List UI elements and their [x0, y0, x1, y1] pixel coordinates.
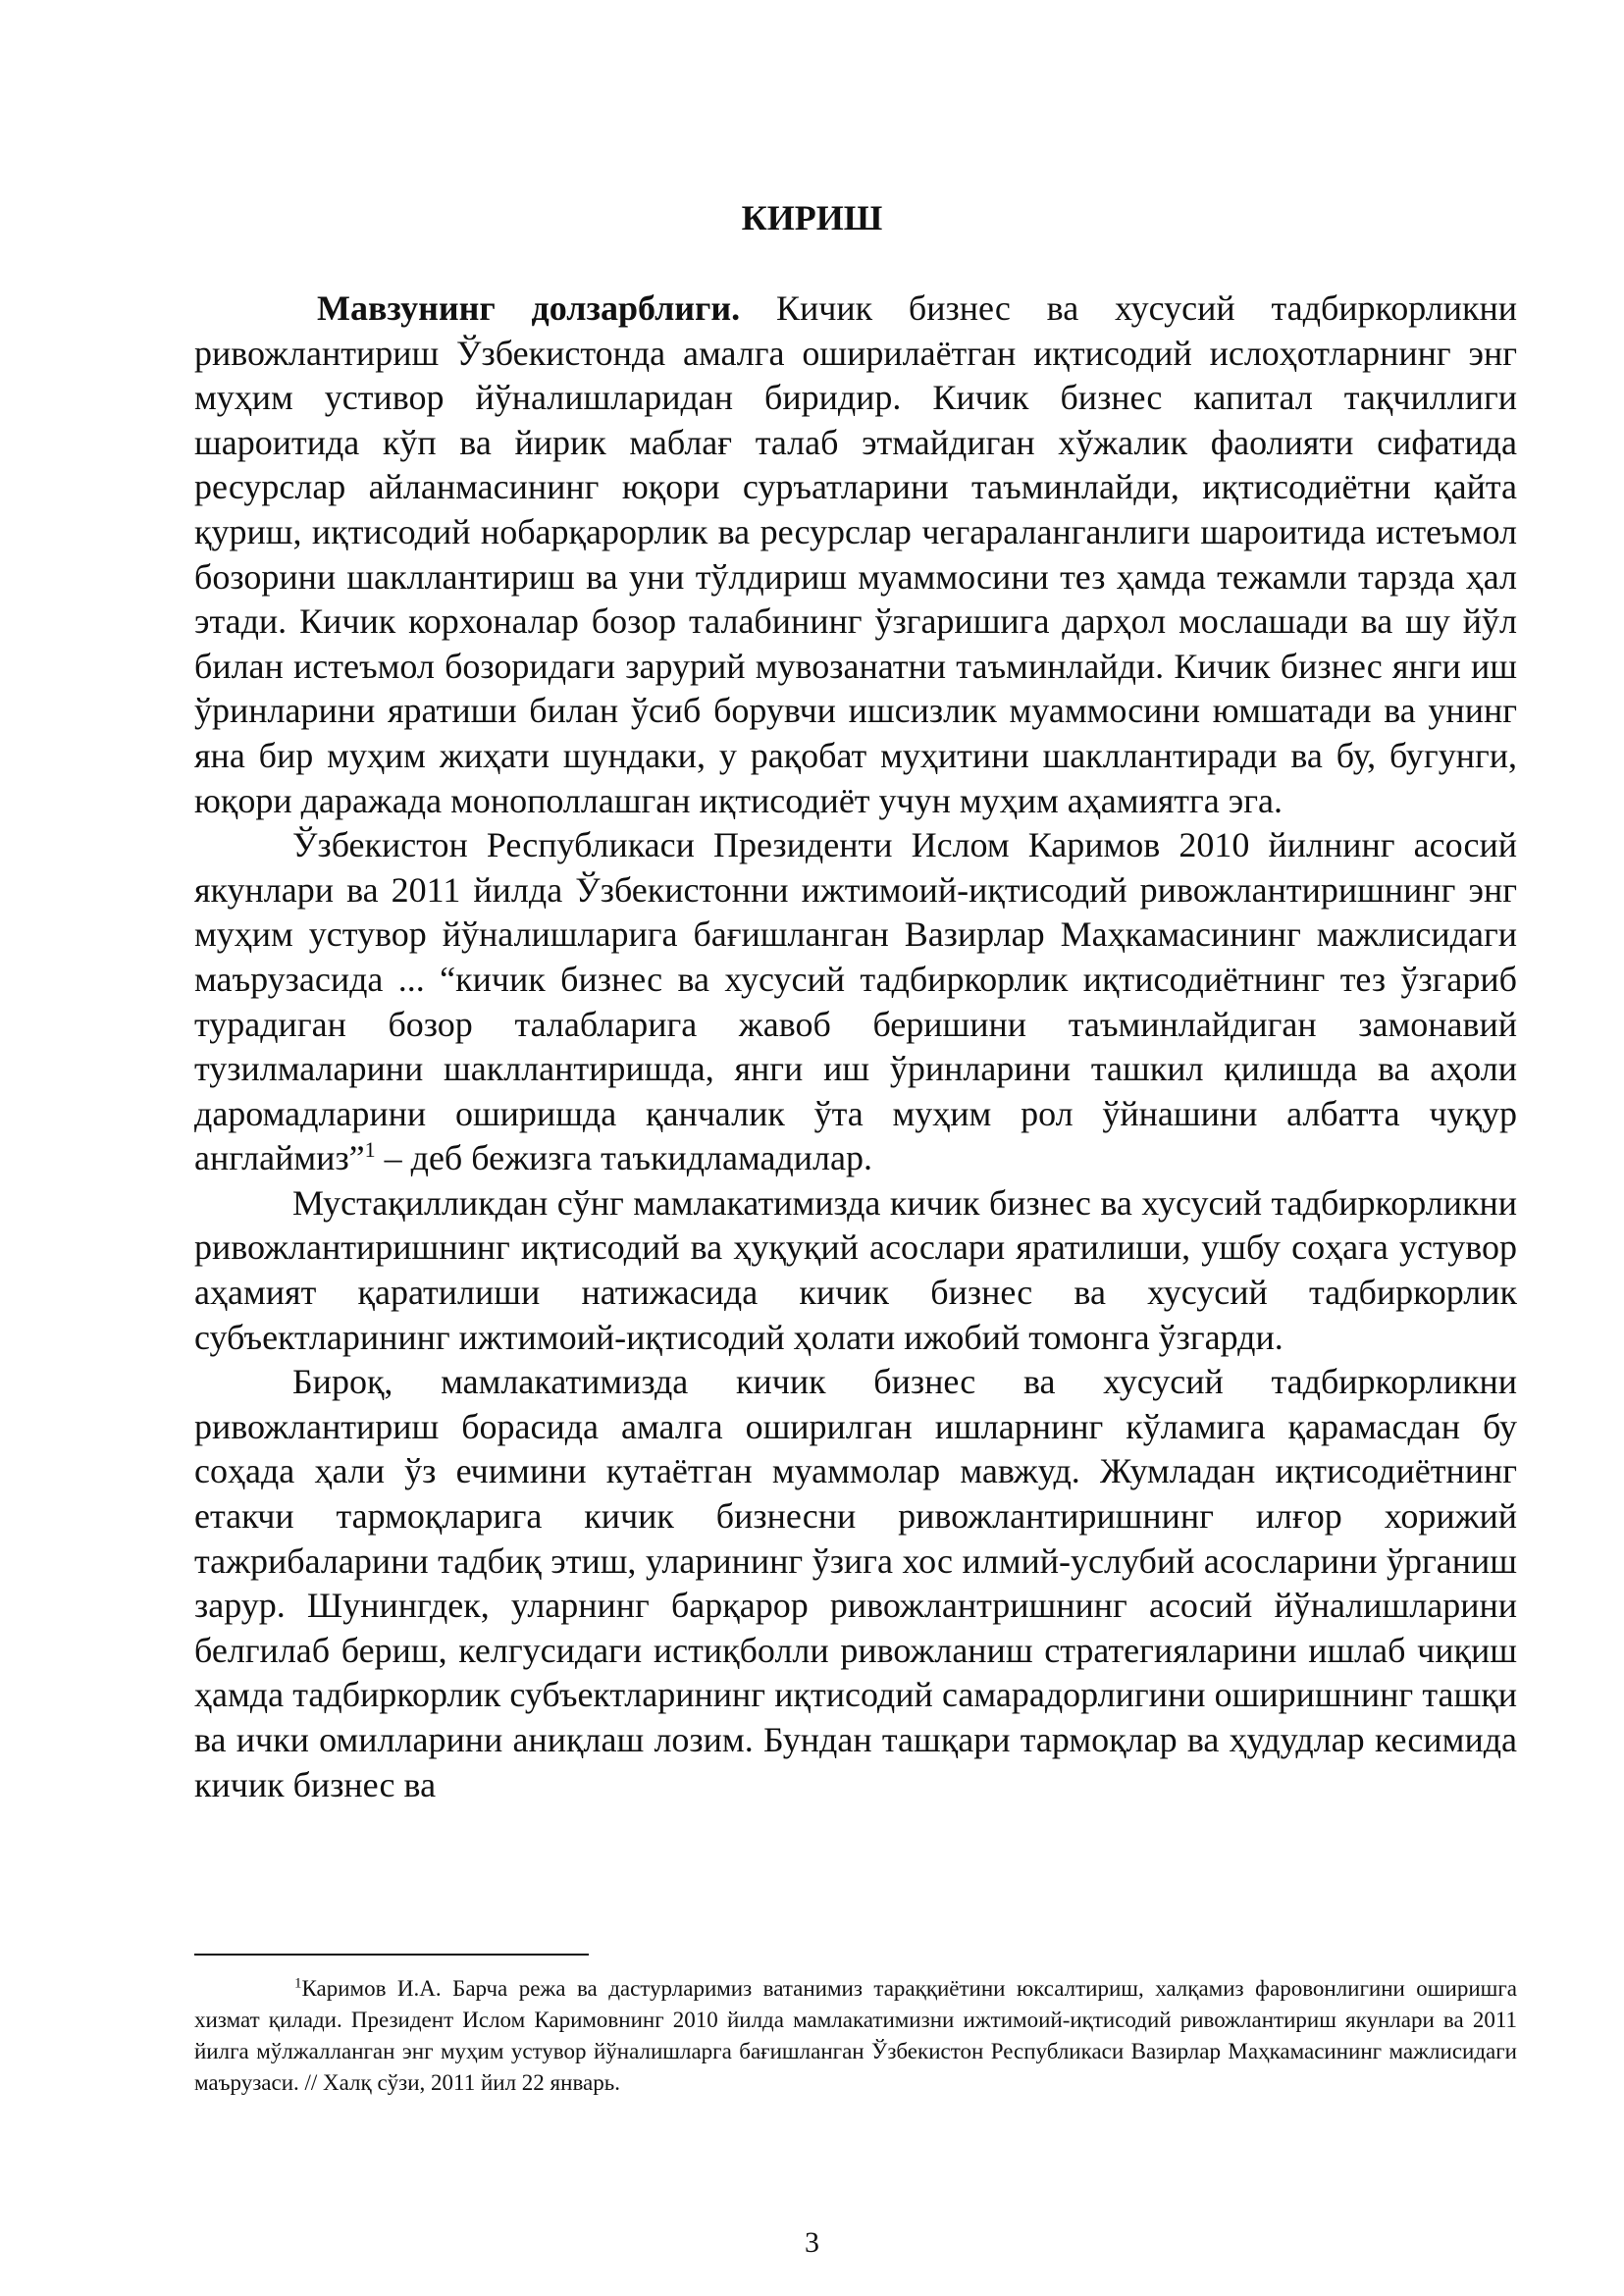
footnote-number: 1 — [294, 1975, 302, 1992]
paragraph-text: Кичик бизнес ва хусусий тадбиркорликни ривожлантириш Ўзбекистонда амалга оширилаётган иқтисодий ислоҳотларнинг энг муҳим устивор йўналишларидан биридир. Кичик бизнес капитал тақчиллиги шароитида кўп ва йирик маблағ талаб этмайдиган хўжалик фаолияти сифатида ресурслар айланмасининг юқори суръатларини таъминлайди, иқтисодиётни қайта қуриш, иқтисодий нобарқарорлик ва ресурслар чегараланганлиги шароитида истеъмол бозорини шакллантириш ва уни тўлдириш муаммосини тез ҳамда тежамли тарзда ҳал этади. Кичик корхоналар бозор талабининг ўзгаришига дарҳол мослашади ва шу йўл билан истеъмол бозоридаги зарурий мувозанатни таъминлайди. Кичик бизнес янги иш ўринларини яратиши билан ўсиб борувчи ишсизлик муаммосини юмшатади ва унинг яна бир муҳим жиҳати шундаки, у рақобат муҳитини шакллантиради ва бу, бугунги, юқори даражада монополлашган иқтисодиёт учун муҳим аҳамиятга эга. — [194, 288, 1517, 820]
paragraph-problems: Бироқ, мамлакатимизда кичик бизнес ва хусусий тадбиркорликни ривожлантириш борасида амалга оширилган ишларнинг кўламига қарамасдан бу соҳада ҳали ўз ечимини кутаётган муаммолар мавжуд. Жумладан иқтисодиётнинг етакчи тармоқларига кичик бизнесни ривожлантиришнинг илғор хорижий тажрибаларини тадбиқ этиш, уларининг ўзига хос илмий-услубий асосларини ўрганиш зарур. Шунингдек, уларнинг барқарор ривожлантришнинг асосий йўналишларини белгилаб бериш, келгусидаги истиқболли ривожланиш стратегияларини ишлаб чиқиш ҳамда тадбиркорлик субъектларининг иқтисодий самарадорлигини оширишнинг ташқи ва ички омилларини аниқлаш лозим. Бундан ташқари тармоқлар ва ҳудудлар кесимида кичик бизнес ва — [194, 1362, 1517, 1804]
footnote-text: Каримов И.А. Барча режа ва дастурларимиз ватанимиз тараққиётини юксалтириш, халқамиз фаровонлигини оширишга хизмат қилади. Президент Ислом Каримовнинг 2010 йилда мамлакатимизни ижтимоий-иқтисодий ривожлантириш якунлари ва 2011 йилга мўлжалланган энг муҳим устувор йўналишларга бағишланган Ўзбекистон Республикаси Вазирлар Маҳкамасининг мажлисидаги маърузаси. // Халқ сўзи, 2011 йил 22 январь. — [194, 1976, 1517, 2095]
paragraph-text: Ўзбекистон Республикаси Президенти Ислом Каримов 2010 йилнинг асосий якунлари ва 2011 йилда Ўзбекистонни ижтимоий-иқтисодий ривожлантиришнинг энг муҳим устувор йўналишларига бағишланган Вазирлар Маҳкамасининг мажлисидаги маърузасида ... “кичик бизнес ва хусусий тадбиркорлик иқтисодиётнинг тез ўзгариб турадиган бозор талабларига жавоб беришини таъминлайдиган замонавий тузилмаларини шакллантиришда, янги иш ўринларини ташкил қилишда ва аҳоли даромадларини оширишда қанчалик ўта муҳим рол ўйнашини албатта чуқур англаймиз” — [194, 825, 1517, 1178]
paragraph-independence: Мустақилликдан сўнг мамлакатимизда кичик бизнес ва хусусий тадбиркорликни ривожлантиришнинг иқтисодий ва ҳуқуқий асослари яратилиши, ушбу соҳага устувор аҳамият қаратилиши натижасида кичик бизнес ва хусусий тадбиркорлик субъектларининг ижтимоий-иқтисодий ҳолати ижобий томонга ўзгарди. — [194, 1182, 1517, 1357]
paragraph-lead: Мавзунинг долзарблиги. — [317, 288, 741, 328]
body-text — [194, 287, 1517, 1807]
paragraph-relevance — [194, 287, 1517, 823]
footnote — [194, 1973, 1517, 2099]
page-number: 3 — [805, 2226, 819, 2259]
page-title: КИРИШ — [741, 198, 883, 237]
footnote-entry — [194, 1973, 1517, 2099]
paragraph-president-quote — [194, 823, 1517, 1181]
paragraph-text: – деб бежизга таъкидламадилар. — [375, 1138, 872, 1178]
footnote-reference[interactable]: 1 — [364, 1137, 376, 1163]
footnote-divider — [194, 1954, 589, 1956]
